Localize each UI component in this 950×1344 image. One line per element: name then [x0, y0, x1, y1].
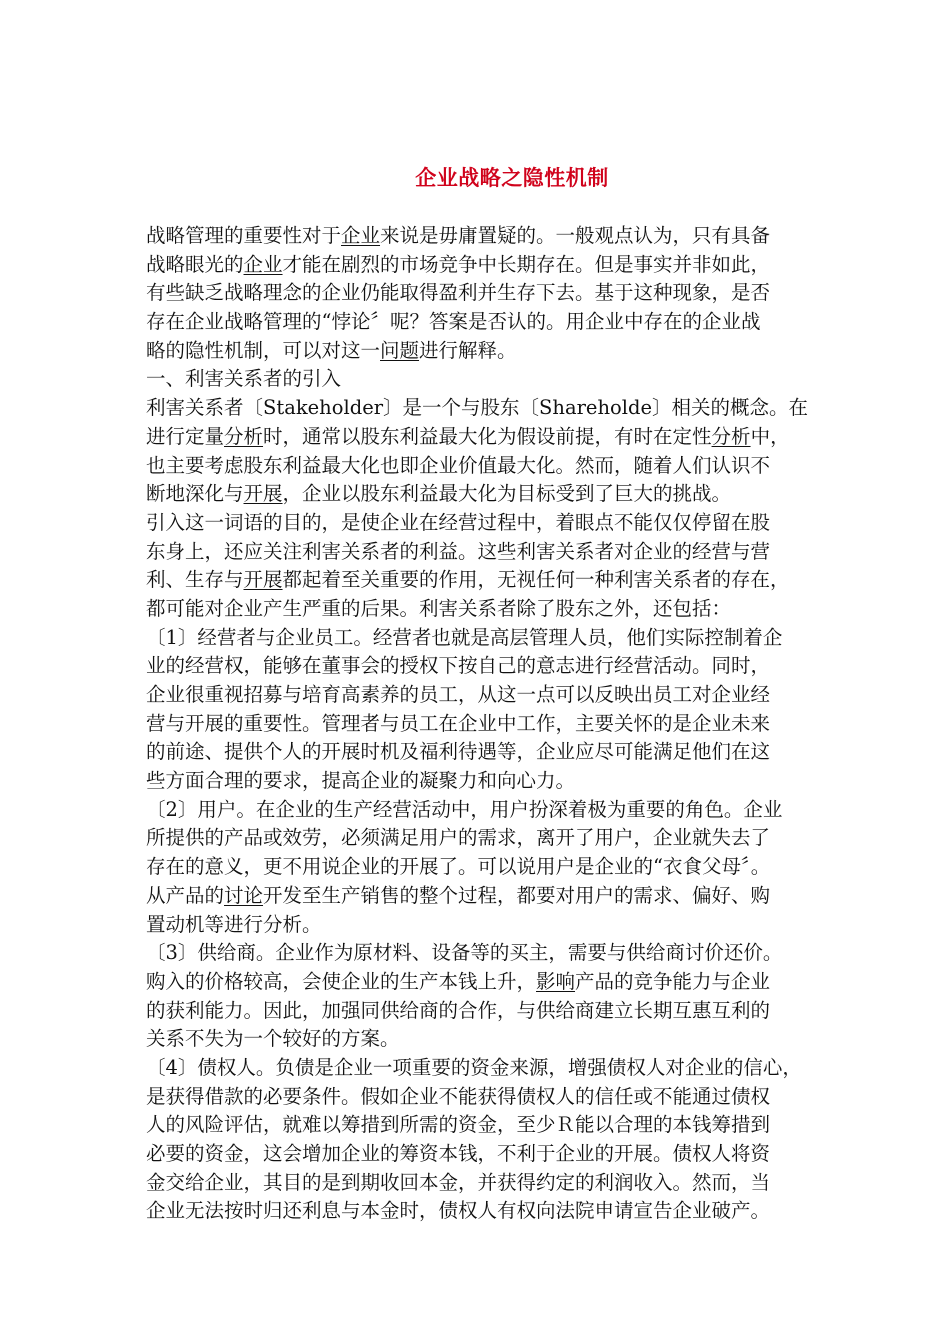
- text-line: [146, 1054, 886, 1083]
- text-segment: 营与开展的重要性。管理者与员工在企业中工作，主要关怀的是企业未来: [146, 711, 771, 735]
- text-segment: 从产品的: [146, 883, 225, 907]
- text-segment: 略的隐性机制，可以对这一: [146, 338, 381, 362]
- text-segment: 购入的价格较高，会使企业的生产本钱上升，: [146, 969, 537, 993]
- text-line: [146, 652, 886, 681]
- text-segment: 存在的意义，更不用说企业的开展了。可以说用户是企业的“衣食父母〞。: [146, 855, 771, 879]
- text-line: [146, 538, 886, 567]
- text-line: [146, 681, 886, 710]
- text-segment: ，企业以股东利益最大化为目标受到了巨大的挑战。: [282, 482, 732, 506]
- link-text[interactable]: 分析: [224, 424, 264, 448]
- text-line: [146, 710, 886, 739]
- text-segment: 东身上，还应关注利害关系者的利益。这些利害关系者对企业的经营与营: [146, 539, 771, 563]
- text-line: [146, 882, 886, 911]
- text-segment: 都起着至关重要的作用，无视任何一种利害关系者的存在，: [282, 568, 790, 592]
- text-segment: 是获得借款的必要条件。假如企业不能获得债权人的信任或不能通过债权: [146, 1084, 771, 1108]
- text-segment: 〔3〕供给商。企业作为原材料、设备等的买主，需要与供给商讨价还价。: [146, 941, 783, 965]
- text-segment: 都可能对企业产生严重的后果。利害关系者除了股东之外，还包括：: [146, 596, 732, 620]
- text-segment: 关系不失为一个较好的方案。: [146, 1027, 400, 1051]
- text-segment: 企业无法按时归还利息与本金时，债权人有权向法院申请宣告企业破产。: [146, 1199, 771, 1223]
- text-line: [146, 308, 886, 337]
- text-line: [146, 1083, 886, 1112]
- text-line: [146, 394, 886, 423]
- text-segment: 引入这一词语的目的，是使企业在经营过程中，着眼点不能仅仅停留在股: [146, 510, 771, 534]
- text-segment: 〔1〕经营者与企业员工。经营者也就是高层管理人员，他们实际控制着企: [146, 625, 783, 649]
- text-line: [146, 767, 886, 796]
- text-line: [146, 738, 886, 767]
- text-segment: 利害关系者〔Stakeholder〕是一个与股东〔Shareholde〕相关的概念。在: [146, 396, 809, 420]
- text-line: [146, 337, 886, 366]
- link-text[interactable]: 影响: [536, 969, 576, 993]
- text-segment: 来说是毋庸置疑的。一般观点认为，只有具备: [380, 224, 771, 247]
- text-line: [146, 1140, 886, 1169]
- text-line: [146, 509, 886, 538]
- link-text[interactable]: 企业: [341, 224, 381, 247]
- text-line: [146, 365, 886, 394]
- text-segment: 金交给企业，其目的是到期收回本金，并获得约定的利润收入。然而，当: [146, 1170, 771, 1194]
- text-line: [146, 480, 886, 509]
- document-title: 企业战略之隐性机制: [415, 166, 609, 190]
- text-segment: 中，: [750, 424, 790, 448]
- text-line: [146, 824, 886, 853]
- text-segment: 战略眼光的: [146, 252, 244, 276]
- text-line: [146, 1025, 886, 1054]
- text-segment: 有些缺乏战略理念的企业仍能取得盈利并生存下去。基于这种现象，是否: [146, 281, 771, 305]
- text-segment: 所提供的产品或效劳，必须满足用户的需求，离开了用户，企业就失去了: [146, 826, 771, 850]
- text-line: [146, 222, 886, 251]
- text-line: [146, 1169, 886, 1198]
- text-line: [146, 796, 886, 825]
- text-segment: 断地深化与: [146, 482, 244, 506]
- text-segment: 的获利能力。因此，加强同供给商的合作，与供给商建立长期互惠互利的: [146, 998, 771, 1022]
- link-text[interactable]: 开展: [243, 482, 283, 506]
- text-segment: 的前途、提供个人的开展时机及福利待遇等，企业应尽可能满足他们在这: [146, 740, 771, 764]
- text-line: [146, 452, 886, 481]
- text-line: [146, 251, 886, 280]
- text-segment: 置动机等进行分析。: [146, 912, 322, 936]
- text-segment: 利、生存与: [146, 568, 244, 592]
- text-segment: 些方面合理的要求，提高企业的凝聚力和向心力。: [146, 769, 576, 793]
- text-line: [146, 853, 886, 882]
- text-line: [146, 279, 886, 308]
- text-line: [146, 968, 886, 997]
- text-segment: 〔4〕债权人。负债是企业一项重要的资金来源，增强债权人对企业的信心，: [146, 1055, 802, 1079]
- text-line: [146, 566, 886, 595]
- text-segment: 人的风险评估，就难以筹措到所需的资金，至少Ｒ能以合理的本钱筹措到: [146, 1113, 771, 1137]
- text-line: [146, 939, 886, 968]
- text-segment: 产品的竞争能力与企业: [575, 969, 771, 993]
- text-segment: 也主要考虑股东利益最大化也即企业价值最大化。然而，随着人们认识不: [146, 453, 771, 477]
- link-text[interactable]: 企业: [243, 252, 283, 276]
- document-body: [146, 222, 886, 1226]
- text-line: [146, 1111, 886, 1140]
- text-segment: 开发至生产销售的整个过程，都要对用户的需求、偏好、购: [263, 883, 771, 907]
- text-line: [146, 911, 886, 940]
- text-segment: 战略管理的重要性对于: [146, 224, 342, 247]
- text-segment: 进行解释。: [419, 338, 517, 362]
- link-text[interactable]: 开展: [243, 568, 283, 592]
- text-line: [146, 1197, 886, 1226]
- link-text[interactable]: 讨论: [224, 883, 264, 907]
- text-segment: 〔2〕用户。在企业的生产经营活动中，用户扮深着极为重要的角色。企业: [146, 797, 783, 821]
- text-segment: 必要的资金，这会增加企业的筹资本钱，不利于企业的开展。债权人将资: [146, 1142, 771, 1165]
- link-text[interactable]: 问题: [380, 338, 420, 362]
- text-segment: 存在企业战略管理的“悖论〞呢？答案是否认的。用企业中存在的企业战: [146, 310, 761, 334]
- text-segment: 一、利害关系者的引入: [146, 367, 342, 391]
- text-segment: 才能在剧烈的市场竞争中长期存在。但是事实并非如此，: [282, 252, 771, 276]
- text-segment: 时，通常以股东利益最大化为假设前提，有时在定性: [263, 424, 712, 448]
- text-line: [146, 595, 886, 624]
- text-segment: 企业很重视招募与培育高素养的员工，从这一点可以反映出员工对企业经: [146, 683, 771, 706]
- text-line: [146, 423, 886, 452]
- text-line: [146, 624, 886, 653]
- text-line: [146, 997, 886, 1026]
- text-segment: 进行定量: [146, 424, 225, 448]
- link-text[interactable]: 分析: [711, 424, 751, 448]
- text-segment: 业的经营权，能够在董事会的授权下按自己的意志进行经营活动。同时，: [146, 654, 771, 678]
